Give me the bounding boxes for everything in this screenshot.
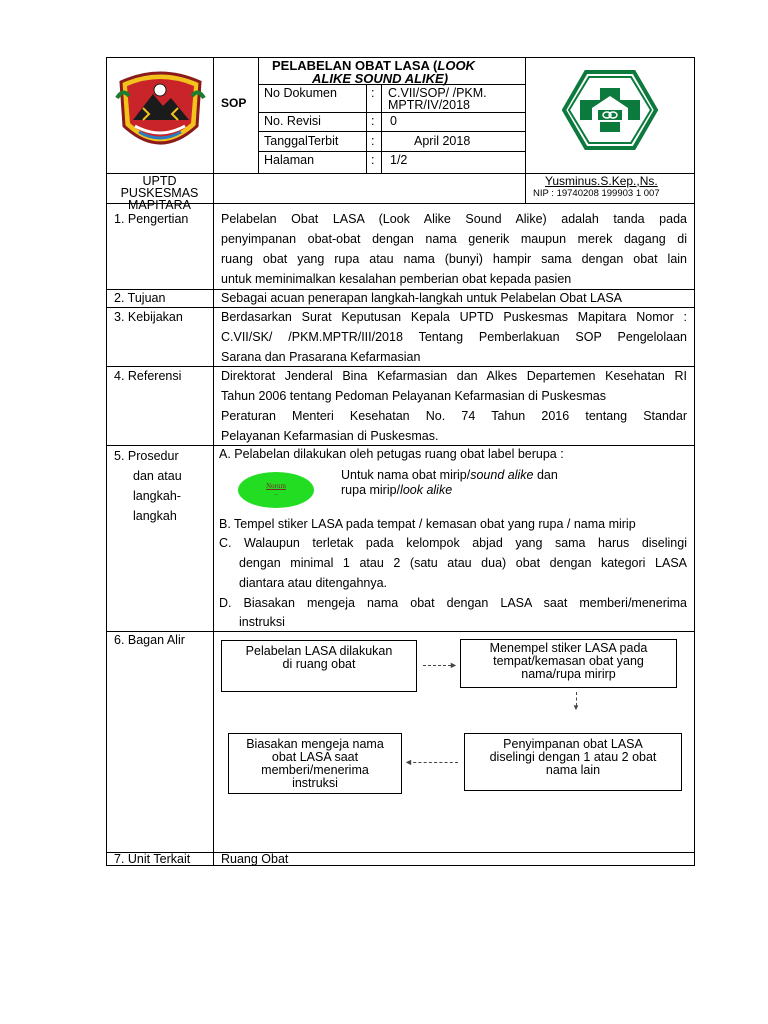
header-divider-3	[366, 84, 367, 173]
field-value-tanggal: April 2018	[414, 134, 471, 148]
kebijakan-line-2: C.VII/SK/ /PKM.MPTR/III/2018 Tentang Pemberlakuan SOP Pengelolaan	[221, 330, 687, 344]
flow-box-line: instruksi	[292, 776, 338, 790]
flow-box-line: diselingi dengan 1 atau 2 obat	[489, 750, 657, 764]
org-line-2: PUSKESMAS	[120, 186, 199, 200]
prosedur-step-d-2: instruksi	[239, 615, 285, 629]
prosedur-label	[114, 446, 182, 526]
title-text: PELABELAN OBAT LASA (	[272, 58, 438, 73]
signer-nip: NIP : 19740208 199903 1 007	[533, 188, 660, 199]
referensi-line-4: Pelayanan Kefarmasian di Puskesmas.	[221, 429, 439, 443]
org-name	[106, 175, 213, 211]
flow-arrow-right	[423, 665, 451, 666]
flow-box-line: Menempel stiker LASA pada	[489, 641, 648, 655]
flow-box-line: Pelabelan LASA dilakukan	[245, 644, 393, 658]
column-divider	[213, 57, 214, 866]
field-sep: :	[371, 153, 375, 167]
flow-box-line: di ruang obat	[282, 657, 356, 671]
field-value-halaman: 1/2	[390, 153, 408, 167]
title-italic: LOOK	[437, 58, 475, 73]
flow-box-line: obat LASA saat	[271, 750, 359, 764]
prosedur-step-c-1: C. Walaupun terletak pada kelompok abjad yang sama harus diselingi	[219, 536, 687, 550]
field-label-tanggal: TanggalTerbit	[264, 134, 339, 148]
header-divider-4	[381, 84, 382, 173]
prosedur-label-line: dan atau	[133, 469, 182, 483]
flow-box-2	[460, 639, 677, 688]
lasa-label-sticker	[238, 472, 314, 508]
flow-box-line: nama lain	[545, 763, 601, 777]
pengertian-line-2: penyimpanan obat-obat dengan nama generik maupun merek dagang di	[221, 232, 687, 246]
kebijakan-line-1: Berdasarkan Surat Keputusan Kepala UPTD Puskesmas Mapitara Nomor :	[221, 310, 687, 324]
border-right	[694, 57, 695, 866]
arrow-head-icon: ◄	[404, 757, 413, 767]
label-desc-line-2	[341, 483, 452, 498]
referensi-line-2: Tahun 2006 tentang Pedoman Pelayanan Kefarmasian di Puskesmas	[221, 389, 606, 403]
tujuan-label: 2. Tujuan	[114, 291, 166, 305]
kebijakan-line-3: Sarana dan Prasarana Kefarmasian	[221, 350, 421, 364]
field-label-halaman: Halaman	[264, 153, 315, 167]
lasa-label-sub: ..	[274, 490, 278, 497]
field-sep: :	[371, 86, 375, 100]
header-divider-1	[258, 57, 259, 173]
label-desc-italic: sound alike	[470, 468, 534, 482]
label-desc-text: rupa mirip/	[341, 483, 401, 497]
referensi-line-3: Peraturan Menteri Kesehatan No. 74 Tahun 2016 tentang Standar	[221, 409, 687, 423]
header-divider-2	[525, 57, 526, 203]
label-desc-text: dan	[533, 468, 558, 482]
kebijakan-label: 3. Kebijakan	[114, 310, 183, 324]
header-row-4	[258, 151, 526, 152]
label-desc-text: Untuk nama obat mirip/	[341, 468, 471, 482]
tujuan-text: Sebagai acuan penerapan langkah-langkah untuk Pelabelan Obat LASA	[221, 291, 623, 305]
unit-label: 7. Unit Terkait	[114, 852, 191, 866]
prosedur-label-line: langkah-	[133, 489, 181, 503]
row-line-5	[106, 631, 695, 632]
prosedur-step-c-3: diantara atau ditengahnya.	[239, 576, 388, 590]
pengertian-line-1: Pelabelan Obat LASA (Look Alike Sound Alike) adalah tanda pada	[221, 212, 687, 226]
field-sep: :	[371, 134, 375, 148]
prosedur-step-a: A. Pelabelan dilakukan oleh petugas ruang obat label berupa :	[219, 447, 564, 461]
regional-emblem-icon	[113, 68, 208, 150]
flow-arrow-left	[408, 762, 458, 763]
arrow-head-icon: ►	[449, 660, 458, 670]
sop-label: SOP	[221, 96, 247, 110]
prosedur-step-b: B. Tempel stiker LASA pada tempat / kemasan obat yang rupa / nama mirip	[219, 517, 636, 531]
row-line-6	[106, 852, 695, 853]
pengertian-line-4: untuk meminimalkan kesalahan pemberian obat kepada pasien	[221, 272, 572, 286]
prosedur-label-line: langkah	[133, 509, 177, 523]
flow-box-line: tempat/kemasan obat yang	[493, 654, 644, 668]
field-value-no-dokumen: C.VII/SOP/ /PKM.	[388, 86, 487, 100]
flow-box-line: Biasakan mengeja nama	[246, 737, 384, 751]
pengertian-line-3: ruang obat yang rupa atau nama (bunyi) hampir sama dengan obat lain	[221, 252, 687, 266]
field-sep: :	[371, 114, 375, 128]
field-label-revisi: No. Revisi	[264, 114, 321, 128]
arrow-head-icon: ▼	[572, 703, 580, 712]
title-line-2: ALIKE SOUND ALIKE)	[312, 71, 449, 86]
referensi-label: 4. Referensi	[114, 369, 182, 383]
bagan-label: 6. Bagan Alir	[114, 633, 185, 647]
field-value-revisi: 0	[390, 114, 397, 128]
prosedur-label-line: 5. Prosedur	[114, 449, 179, 463]
field-value-no-dokumen-2: MPTR/IV/2018	[388, 98, 470, 112]
flow-box-4	[228, 733, 402, 794]
referensi-line-1: Direktorat Jenderal Bina Kefarmasian dan Alkes Departemen Kesehatan RI	[221, 369, 687, 383]
org-line-3: MAPITARA	[128, 198, 191, 212]
org-line-1: UPTD	[142, 174, 177, 188]
flow-box-3	[464, 733, 682, 791]
prosedur-step-c-2: dengan minimal 1 atau 2 (satu atau dua) obat dengan kategori LASA	[239, 556, 687, 570]
signer-name: Yusminus.S.Kep.,Ns.	[545, 174, 658, 188]
border-bottom	[106, 865, 695, 866]
label-desc-italic: look alike	[400, 483, 453, 497]
pengertian-label: 1. Pengertian	[114, 212, 189, 226]
flow-box-line: Penyimpanan obat LASA	[503, 737, 643, 751]
flow-box-line: memberi/menerima	[261, 763, 369, 777]
prosedur-step-d-1: D. Biasakan mengeja nama obat dengan LASA saat memberi/menerima	[219, 596, 687, 610]
puskesmas-cross-logo-icon	[562, 70, 658, 150]
flow-box-line: nama/rupa mirirp	[521, 667, 616, 681]
header-row-3	[258, 131, 526, 132]
flow-box-1	[221, 640, 417, 692]
unit-text: Ruang Obat	[221, 852, 289, 866]
lasa-label-text: Norum	[266, 482, 286, 490]
label-desc-line-1	[341, 468, 558, 483]
field-label-no-dokumen: No Dokumen	[264, 86, 337, 100]
